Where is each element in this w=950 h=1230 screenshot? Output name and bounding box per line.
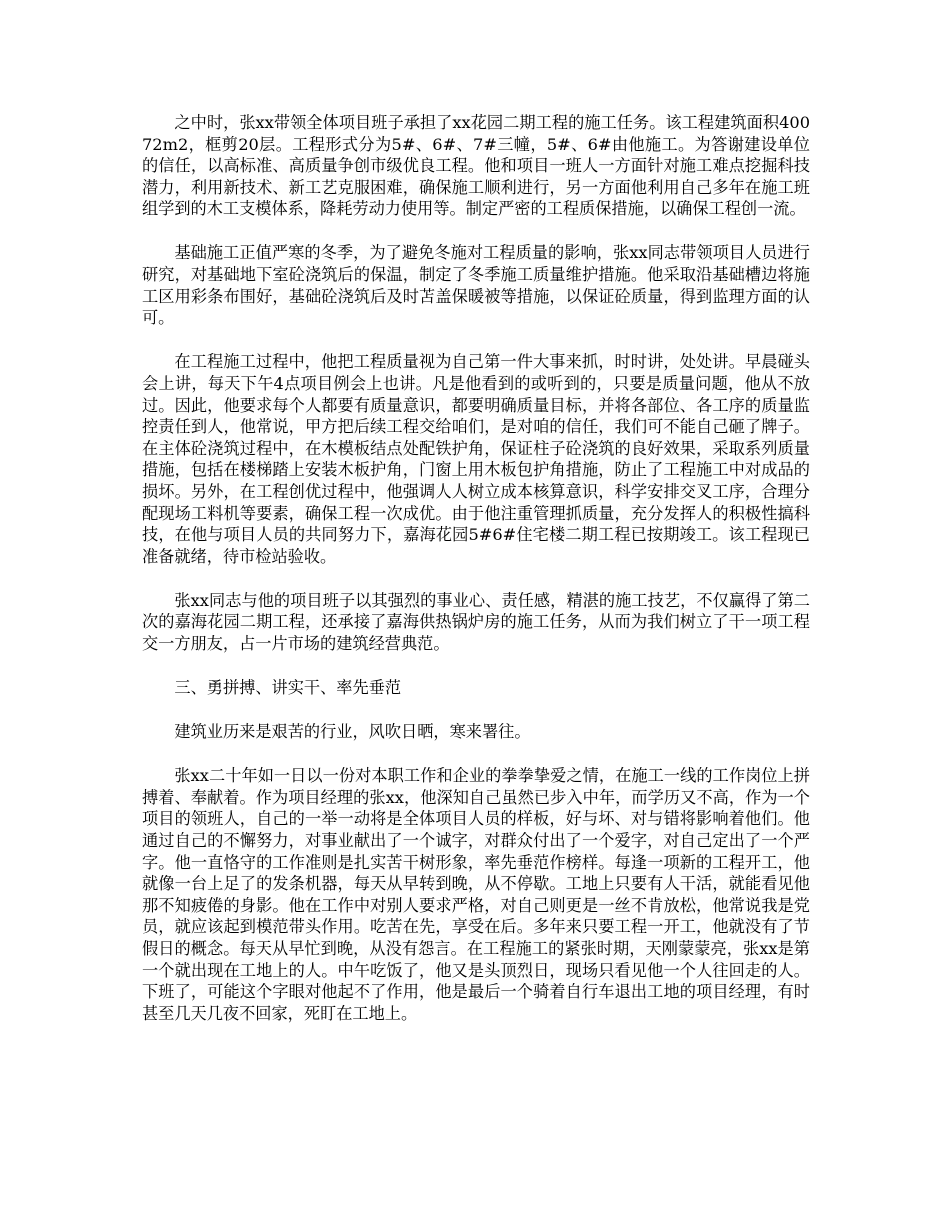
paragraph-quality-control: 在工程施工过程中，他把工程质量视为自己第一件大事来抓，时时讲，处处讲。早晨碰头会上讲，每天下午4点项目例会上也讲。凡是他看到的或听到的，只要是质量问题，他从不放过。因此，他要求每个人都要有质量意识，都要明确质量目标，并将各部位、各工序的质量监控责任到人，他常说，甲方把后续工程交给咱们，是对咱的信任，我们可不能自己砸了牌子。在主体砼浇筑过程中，在木模板结点处配铁护角，保证柱子砼浇筑的良好效果，采取系列质量措施，包括在楼梯踏上安装木板护角，门窗上用木板包护角措施，防止了工程施工中对成品的损坏。另外，在工程创优过程中，他强调人人树立成本核算意识，科学安排交叉工序，合理分配现场工料机等要素，确保工程一次成优。由于他注重管理抓质量，充分发挥人的积极性搞科技，在他与项目人员的共同努力下，嘉海花园5#6#住宅楼二期工程已按期竣工。该工程现已准备就绪，待市检站验收。 <box>142 352 810 566</box>
paragraph-industry-hardship: 建筑业历来是艰苦的行业，风吹日晒，寒来署往。 <box>174 722 531 742</box>
paragraph-winter-foundation: 基础施工正值严寒的冬季，为了避免冬施对工程质量的影响，张xx同志带领项目人员进行研究，对基础地下室砼浇筑后的保温，制定了冬季施工质量维护措施。他采取沿基础槽边将施工区用彩条布围好，基础砼浇筑后及时苫盖保暖被等措施，以保证砼质量，得到监理方面的认可。 <box>142 243 810 328</box>
paragraph-market-model: 张xx同志与他的项目班子以其强烈的事业心、责任感，精湛的施工技艺，不仅赢得了第二次的嘉海花园二期工程，还承接了嘉海供热锅炉房的施工任务，从而为我们树立了干一项工程交一方朋友，占一片市场的建筑经营典范。 <box>142 590 810 653</box>
document-page <box>142 112 810 1047</box>
section-heading: 三、勇拼搏、讲实干、率先垂范 <box>174 678 402 698</box>
paragraph-project-undertaking: 之中时，张xx带领全体项目班子承担了xx花园二期工程的施工任务。该工程建筑面积40072m2，框剪20层。工程形式分为5#、6#、7#三幢，5#、6#由他施工。为答谢建设单位的信任，以高标准、高质量争创市级优良工程。他和项目一班人一方面针对施工难点挖掘科技潜力，利用新技术、新工艺克服困难，确保施工顺利进行，另一方面他利用自己多年在施工班组学到的木工支模体系，降耗劳动力使用等。制定严密的工程质保措施，以确保工程创一流。 <box>142 113 810 219</box>
paragraph-dedication: 张xx二十年如一日以一份对本职工作和企业的拳拳挚爱之情，在施工一线的工作岗位上拼搏着、奉献着。作为项目经理的张xx，他深知自己虽然已步入中年，而学历又不高，作为一个项目的领班人，自己的一举一动将是全体项目人员的样板，好与坏、对与错将影响着他们。他通过自己的不懈努力，对事业献出了一个诚字，对群众付出了一个爱字，对自己定出了一个严字。他一直恪守的工作准则是扎实苦干树形象，率先垂范作榜样。每逢一项新的工程开工，他就像一台上足了的发条机器，每天从早转到晚，从不停歇。工地上只要有人干活，就能看见他那不知疲倦的身影。他在工作中对别人要求严格，对自己则更是一丝不肯放松，他常说我是党员，就应该起到模范带头作用。吃苦在先，享受在后。多年来只要工程一开工，他就没有了节假日的概念。每天从早忙到晚，从没有怨言。在工程施工的紧张时期，天刚蒙蒙亮，张xx是第一个就出现在工地上的人。中午吃饭了，他又是头顶烈日，现场只看见他一个人往回走的人。下班了，可能这个字眼对他起不了作用，他是最后一个骑着自行车退出工地的项目经理，有时甚至几天几夜不回家，死盯在工地上。 <box>142 766 810 1023</box>
